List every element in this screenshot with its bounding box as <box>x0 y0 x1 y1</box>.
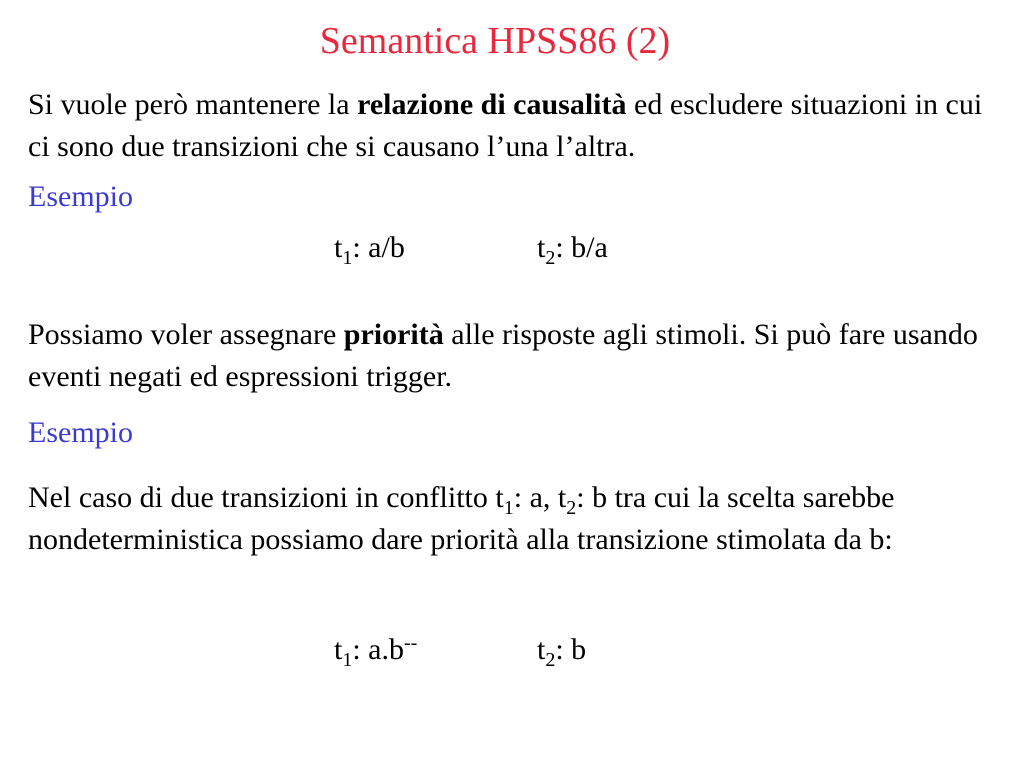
paragraph-priority-pre: Possiamo voler assegnare <box>28 318 344 351</box>
paragraph-causality-pre: Si vuole però mantenere la <box>28 88 358 121</box>
formula-text: : a.b <box>352 633 404 666</box>
formula-t1-example1 <box>334 228 405 268</box>
formula-t2-example1 <box>537 228 608 268</box>
example-label-2: Esempio <box>28 416 133 449</box>
formula-base: t <box>334 633 343 666</box>
paragraph-priority-bold: priorità <box>343 318 444 351</box>
paragraph-conflict-a: Nel caso di due transizioni in conflitto t <box>28 481 504 514</box>
example-label-1: Esempio <box>28 180 133 213</box>
paragraph-conflict-c: : b tra cui la scelta sarebbe nondeterministica possiamo dare priorità alla transizione stimolata da b: <box>28 481 895 556</box>
paragraph-conflict-sub1: 1 <box>503 497 514 519</box>
formula-t2-example2 <box>537 630 586 670</box>
formula-subscript: 1 <box>342 247 353 269</box>
formula-base: t <box>334 231 343 264</box>
paragraph-priority-post: alle risposte agli stimoli. Si può fare usando eventi negati ed espressioni trigger. <box>28 318 978 393</box>
formula-text: : a/b <box>352 231 405 264</box>
paragraph-priority <box>28 314 988 398</box>
formula-text: : b/a <box>555 231 608 264</box>
formula-base: t <box>537 231 546 264</box>
formula-superscript: -- <box>404 632 418 654</box>
formula-subscript: 2 <box>545 247 556 269</box>
slide-title: Semantica HPSS86 (2) <box>319 20 671 62</box>
formula-text: : b <box>555 633 587 666</box>
paragraph-causality <box>28 84 988 168</box>
paragraph-conflict-sub2: 2 <box>566 497 577 519</box>
formula-subscript: 1 <box>342 649 353 671</box>
paragraph-causality-bold: relazione di causalità <box>357 88 627 121</box>
paragraph-conflict-b: : a, t <box>513 481 567 514</box>
paragraph-conflict <box>28 477 988 561</box>
formula-t1-example2 <box>334 630 417 670</box>
formula-subscript: 2 <box>545 649 556 671</box>
formula-base: t <box>537 633 546 666</box>
paragraph-causality-post: ed escludere situazioni in cui ci sono due transizioni che si causano l’una l’altra. <box>28 88 983 163</box>
